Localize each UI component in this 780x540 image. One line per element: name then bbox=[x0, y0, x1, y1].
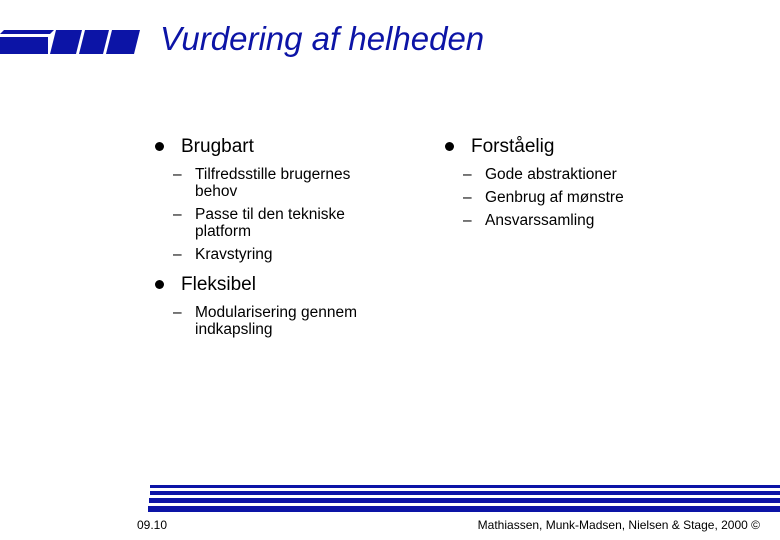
bullet-item bbox=[445, 136, 705, 158]
sub-bullet-item bbox=[155, 246, 415, 263]
header-stripes-decoration bbox=[0, 27, 150, 57]
sub-bullet-item bbox=[445, 189, 705, 206]
bullet-item bbox=[155, 274, 415, 296]
sub-bullet-list bbox=[155, 304, 415, 338]
footer-stripes-decoration bbox=[148, 485, 780, 513]
header-stripe bbox=[79, 30, 109, 54]
header-stripe bbox=[106, 30, 140, 54]
dash-icon: – bbox=[463, 189, 472, 206]
bullet-label: Fleksibel bbox=[181, 274, 256, 295]
copyright-notice: Mathiassen, Munk-Madsen, Nielsen & Stage, 2000 © bbox=[477, 518, 760, 532]
sub-bullet-text: Passe til den tekniske platform bbox=[195, 206, 345, 240]
sub-bullet-text: Modularisering gennem indkapsling bbox=[195, 304, 357, 338]
sub-bullet-text: Kravstyring bbox=[195, 246, 273, 263]
dash-icon: – bbox=[173, 246, 182, 263]
header-stripe bbox=[50, 30, 82, 54]
bullet-dot-icon bbox=[155, 280, 164, 289]
header-stripe bbox=[0, 37, 48, 54]
bullet-dot-icon bbox=[445, 142, 454, 151]
sub-bullet-item bbox=[445, 212, 705, 229]
footer-stripe bbox=[150, 491, 780, 495]
sub-bullet-text: Tilfredsstille brugernes behov bbox=[195, 166, 351, 200]
left-column bbox=[155, 136, 415, 344]
sub-bullet-text: Gode abstraktioner bbox=[485, 166, 617, 183]
right-column bbox=[445, 136, 705, 235]
bullet-dot-icon bbox=[155, 142, 164, 151]
sub-bullet-text: Genbrug af mønstre bbox=[485, 189, 624, 206]
footer-stripe bbox=[149, 498, 780, 503]
slide-title: Vurdering af helheden bbox=[160, 20, 485, 57]
dash-icon: – bbox=[173, 206, 182, 223]
footer-stripe bbox=[150, 485, 780, 488]
header-stripe bbox=[0, 30, 54, 34]
sub-bullet-item bbox=[445, 166, 705, 183]
sub-bullet-text: Ansvarssamling bbox=[485, 212, 595, 229]
sub-bullet-item bbox=[155, 304, 415, 338]
bullet-item bbox=[155, 136, 415, 158]
sub-bullet-item bbox=[155, 166, 415, 200]
footer-stripe bbox=[148, 506, 780, 512]
sub-bullet-item bbox=[155, 206, 415, 240]
dash-icon: – bbox=[173, 166, 182, 183]
dash-icon: – bbox=[173, 304, 182, 321]
dash-icon: – bbox=[463, 166, 472, 183]
sub-bullet-list bbox=[445, 166, 705, 229]
bullet-label: Forståelig bbox=[471, 136, 555, 157]
bullet-label: Brugbart bbox=[181, 136, 254, 157]
dash-icon: – bbox=[463, 212, 472, 229]
slide-number: 09.10 bbox=[137, 518, 168, 532]
sub-bullet-list bbox=[155, 166, 415, 263]
